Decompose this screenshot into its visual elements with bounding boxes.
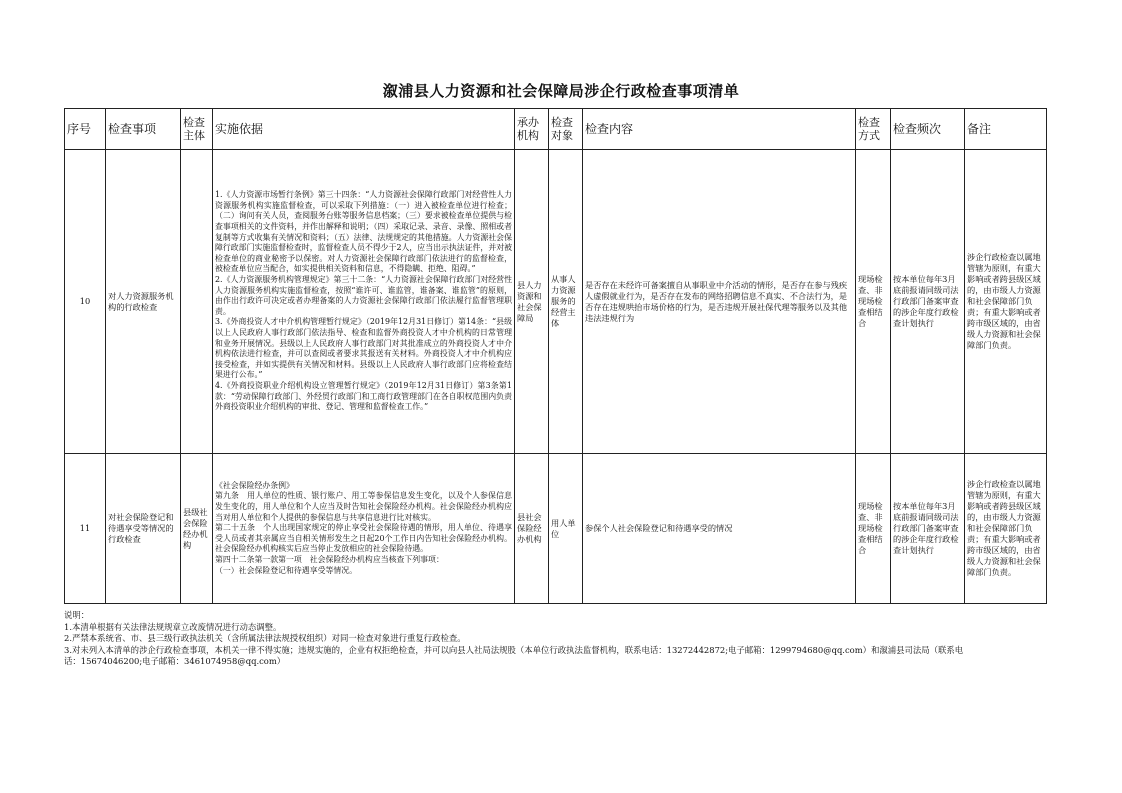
header-content: 检查内容: [583, 109, 856, 150]
note-item: 话：15674046200;电子邮箱：3461074958@qq.com）: [64, 656, 286, 666]
row-basis: 1.《人力资源市场暂行条例》第三十四条：“人力资源社会保障行政部门对经营性人力资源服务机构实施监督检查，可以采取下列措施：（一）进入被检查单位进行检查；（二）询问有关人员，查阅服务台账等服务信息档案；（三）要求被检查单位提供与检查事项相关的文件资料，并作出解释和说明；（四）采取记录、录音、录像、照相或者复制等方式收集有关情况和资料；（五）法律、法规规定的其他措施。人力资源社会保障行政部门实施监督检查时，监督检查人员不得少于2人，应当出示执法证件，并对被检查单位的商业秘密予以保密。对人力资源社会保障行政部门依法进行的监督检查，被检查单位应当配合，如实提供相关资料和信息，不得隐瞒、拒绝、阻碍。” 2.《人力资源服务机构管理规定》第三十二条：“人力资源社会保障行政部门对经营性人力资源服务机构实施监督检查，按照“谁许可、谁监管，谁备案、谁监管”的原则，由作出行政许可决定或者办理备案的人力资源社会保障行政部门依法履行监督管理职责。 3.《外商投资人才中介机构管理暂行规定》（2019年12月31日修订）第14条：“县级以上人民政府人事行政部门依法指导、检查和监督外商投资人才中介机构的日常管理和业务开展情况。县级以上人民政府人事行政部门对其批准成立的外商投资人才中介机构依法进行检查，并可以查阅或者要求其报送有关材料。外商投资人才中介机构应接受检查，并如实提供有关情况和材料。县级以上人民政府人事行政部门应将检查结果进行公布。” 4.《外商投资职业介绍机构设立管理暂行规定》（2019年12月31日修订）第3条第1款：“劳动保障行政部门、外经贸行政部门和工商行政管理部门在各自职权范围内负责外商投资职业介绍机构的审批、登记、管理和监督检查工作。”: [213, 150, 515, 454]
row-method: 现场检查、非现场检查相结合: [856, 454, 891, 604]
row-item: 对人力资源服务机构的行政检查: [106, 150, 181, 454]
header-remark: 备注: [965, 109, 1047, 150]
header-basis: 实施依据: [213, 109, 515, 150]
header-target: 检查对象: [549, 109, 583, 150]
header-agency: 承办机构: [515, 109, 549, 150]
header-subject: 检查主体: [181, 109, 213, 150]
row-agency: 县人力资源和社会保障局: [515, 150, 549, 454]
inspection-table: [64, 108, 1047, 604]
row-frequency: 按本单位每年3月底前报请同级司法行政部门备案审查的涉企年度行政检查计划执行: [891, 150, 965, 454]
row-target: 从事人力资源服务的经营主体: [549, 150, 583, 454]
notes: [64, 610, 1064, 668]
header-no: 序号: [65, 109, 106, 150]
row-remark: 涉企行政检查以属地管辖为原则，有重大影响或者跨县级区域的，由市级人力资源和社会保障部门负责；有重大影响或者跨市级区域的，由省级人力资源和社会保障部门负责。: [965, 150, 1047, 454]
note-item: 3.对未列入本清单的涉企行政检查事项，本机关一律不得实施；违规实施的，企业有权拒绝检查，并可以向县人社局法规股（本单位行政执法监督机构，联系电话：13272442872;电子邮箱：1299794680@qq.com）和溆浦县司法局（联系电: [64, 644, 964, 655]
row-target: 用人单位: [549, 454, 583, 604]
row-frequency: 按本单位每年3月底前报请同级司法行政部门备案审查的涉企年度行政检查计划执行: [891, 454, 965, 604]
row-item: 对社会保险登记和待遇享受等情况的行政检查: [106, 454, 181, 604]
row-content: 参保个人社会保险登记和待遇享受的情况: [583, 454, 856, 604]
row-subject: [181, 150, 213, 454]
row-agency: 县社会保险经办机构: [515, 454, 549, 604]
row-subject: 县级社会保险经办机构: [181, 454, 213, 604]
note-item: 1.本清单根据有关法律法规规章立改废情况进行动态调整。: [64, 621, 282, 632]
notes-heading: 说明：: [64, 610, 90, 620]
header-item: 检查事项: [106, 109, 181, 150]
page-title: 溆浦县人力资源和社会保障局涉企行政检查事项清单: [382, 82, 740, 100]
note-item: 2.严禁本系统省、市、县三级行政执法机关（含所属法律法规授权组织）对同一检查对象进行重复行政检查。: [64, 633, 466, 643]
row-remark: 涉企行政检查以属地管辖为原则，有重大影响或者跨县级区域的，由市级人力资源和社会保障部门负责；有重大影响或者跨市级区域的，由省级人力资源和社会保障部门负责。: [965, 454, 1047, 604]
header-row: [65, 109, 1047, 150]
table-row: [65, 454, 1047, 604]
row-no: 10: [65, 150, 106, 454]
row-content: 是否存在未经许可备案擅自从事职业中介活动的情形，是否存在参与残疾人虚假就业行为，是否存在发布的网络招聘信息不真实、不合法行为，是否存在违规哄抬市场价格的行为，是否违规开展社保代理等服务以及其他违法违规行为: [583, 150, 856, 454]
row-no: 11: [65, 454, 106, 604]
header-method: 检查方式: [856, 109, 891, 150]
header-frequency: 检查频次: [891, 109, 965, 150]
row-basis: 《社会保险经办条例》 第九条 用人单位的性质、银行账户、用工等参保信息发生变化，以及个人参保信息发生变化的，用人单位和个人应当及时告知社会保险经办机构。社会保险经办机构应当对用人单位和个人提供的参保信息与共享信息进行比对核实。 第二十五条 个人出现国家规定的停止享受社会保险待遇的情形，用人单位、待遇享受人员或者其亲属应当自相关情形发生之日起20个工作日内告知社会保险经办机构。社会保险经办机构核实后应当停止发放相应的社会保险待遇。 第四十二条第一款第一项 社会保险经办机构应当核查下列事项： （一）社会保险登记和待遇享受等情况。: [213, 454, 515, 604]
row-method: 现场检查、非现场检查相结合: [856, 150, 891, 454]
table-row: [65, 150, 1047, 454]
